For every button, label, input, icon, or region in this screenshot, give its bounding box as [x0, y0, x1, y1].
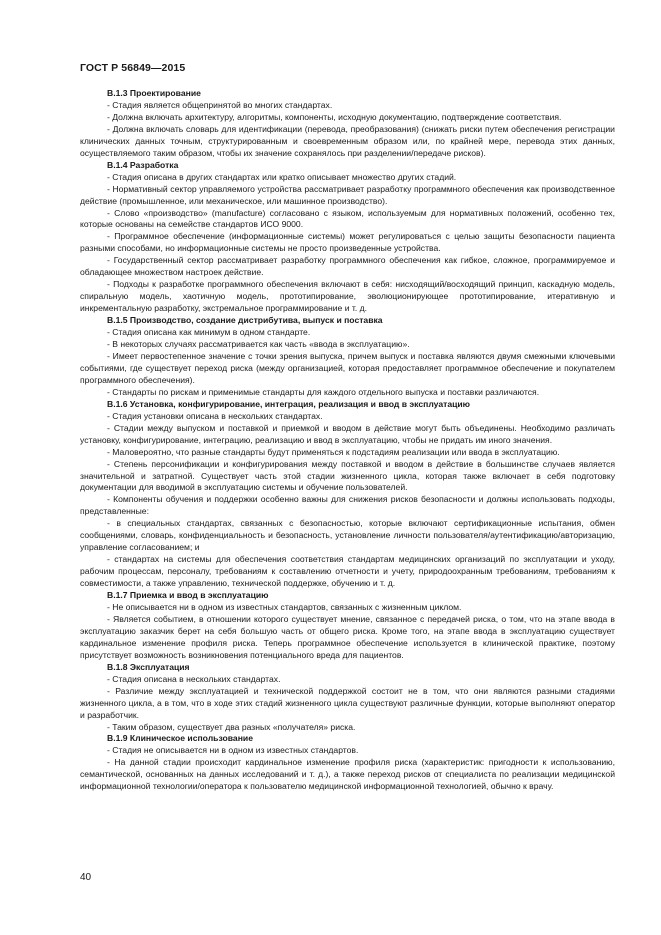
paragraph: - Должна включать словарь для идентификации (перевода, преобразования) (снижать риски путем обеспечения регистрации клинических данных точным, структурированным и своевременным образом или, по крайней мере, перевода этих данных, осуществляемого таким образом, чтобы их значение сохранялось при разделении/передаче рисков). [80, 123, 615, 158]
section-heading: В.1.7 Приемка и ввод в эксплуатацию [107, 590, 269, 601]
paragraph: - На данной стадии происходит кардинальное изменение профиля риска (характеристик: пригодности к использованию, семантической, основанных на данных исследований и т. д.), а также переход рисков от специалиста по реализации медицинской информационной технологии/оператора к пользователю медицинской информационной технологией, обычно к врачу. [80, 757, 615, 792]
paragraph: - Подходы к разработке программного обеспечения включают в себя: нисходящий/восходящий принцип, каскадную модель, спиральную модель, хаотичную модель, прототипирование, эволюционирующее прототипирование, итеративную и инкрементальную разработку, экстремальное программирование и т. д. [80, 279, 615, 314]
paragraph: - Стадия описана как минимум в одном стандарте. [107, 327, 311, 338]
paragraph: - Степень персонификации и конфигурирования между поставкой и вводом в действие в большинстве случаев является значительной и затратной. Существует часть этой стадии жизненного цикла, которая также включает в себя подготовку документации для вводимой в эксплуатацию системы и обучение пользователей. [80, 458, 615, 493]
paragraph: - Имеет первостепенное значение с точки зрения выпуска, причем выпуск и поставка являются двумя смежными ключевыми событиями, где существует переход риска (между организацией, которая предоставляет программное обеспечение и покупателем программного обеспечения). [80, 350, 615, 385]
paragraph: - Стадия описана в нескольких стандартах. [107, 673, 281, 684]
paragraph: - стандартах на системы для обеспечения соответствия стандартам медицинских организаций по эксплуатации и уходу, рабочим процессам, персоналу, требованиям к составлению отчетности и учету, природоохранным требованиям, требованиям к совместимости, а также управлению, технической поддержке, обучению и т. д. [80, 554, 615, 589]
section-heading: В.1.3 Проектирование [107, 88, 201, 98]
paragraph: - Нормативный сектор управляемого устройства рассматривает разработку программного обеспечения как производственное действие (промышленное, или механическое, или машинное производство). [80, 183, 615, 206]
document-body [80, 88, 615, 793]
paragraph: - Маловероятно, что разные стандарты будут применяться к подстадиям реализации или ввода в эксплуатацию. [107, 446, 560, 457]
paragraph: - Стандарты по рискам и применимые стандарты для каждого отдельного выпуска и поставки различаются. [107, 386, 540, 397]
section-heading: В.1.5 Производство, создание дистрибутива, выпуск и поставка [107, 315, 383, 326]
section-heading: В.1.8 Эксплуатация [107, 661, 190, 672]
paragraph: - Стадии между выпуском и поставкой и приемкой и вводом в действие могут быть объединены. Необходимо различать установку, конфигурирование, интеграцию, реализацию и ввод в эксплуатацию, чтобы не придать им иного значения. [80, 422, 615, 445]
section-heading: В.1.9 Клиническое использование [107, 733, 253, 744]
paragraph: - В некоторых случаях рассматривается как часть «ввода в эксплуатацию». [107, 339, 410, 350]
paragraph: - Компоненты обучения и поддержки особенно важны для снижения рисков безопасности и должны использовать подходы, представленные: [80, 494, 615, 517]
paragraph: - Стадия установки описана в нескольких стандартах. [107, 410, 323, 421]
section-heading: В.1.6 Установка, конфигурирование, интеграция, реализация и ввод в эксплуатацию [107, 398, 471, 409]
paragraph: - Стадия описана в других стандартах или кратко описывает множество других стадий. [107, 171, 457, 182]
paragraph: - в специальных стандартах, связанных с безопасностью, которые включают сертификационные испытания, обмен сообщениями, словарь, конфиденциальность и безопасность, установление личности пользователя/аутентификацию/авторизацию, управление согласованием; и [80, 518, 615, 553]
page-number: 40 [80, 872, 92, 883]
paragraph: - Является событием, в отношении которого существует мнение, связанное с передачей риска, о том, что на этапе ввода в эксплуатацию заказчик берет на себя большую часть от общего риска. Кроме того, на этапе ввода в эксплуатацию существует кардинальное изменение профиля риска. Теперь программное обеспечение используется в клинической практике, поэтому присутствует возможность возникновения потенциального вреда для пациентов. [80, 613, 615, 660]
section-heading: В.1.4 Разработка [107, 159, 179, 170]
paragraph: - Таким образом, существует два разных «получателя» риска. [107, 721, 356, 732]
paragraph: - Стадия не описывается ни в одном из известных стандартов. [107, 745, 359, 756]
standard-header: ГОСТ Р 56849—2015 [80, 62, 186, 74]
paragraph: - Должна включать архитектуру, алгоритмы, компоненты, исходную документацию, подтверждение соответствия. [107, 111, 562, 122]
paragraph: - Программное обеспечение (информационные системы) может регулироваться с целью защиты безопасности пациента разными способами, но информационные системы не просто произведенные устройства. [80, 231, 615, 254]
paragraph: - Различие между эксплуатацией и технической поддержкой состоит не в том, что они являются разными стадиями жизненного цикла, а в том, что в ходе этих стадий жизненного цикла существуют различные функции, которые выполняют оператор и разработчик. [80, 685, 615, 720]
paragraph: - Не описывается ни в одном из известных стандартов, связанных с жизненным циклом. [107, 601, 462, 612]
paragraph: - Государственный сектор рассматривает разработку программного обеспечения как гибкое, сложное, программируемое и обладающее множеством настроек действие. [80, 255, 615, 278]
paragraph: - Стадия является общепринятой во многих стандартах. [107, 99, 333, 110]
paragraph: - Слово «производство» (manufacture) согласовано с языком, используемым для нормативных положений, особенно тех, которые основаны на семействе стандартов ИСО 9000. [80, 207, 615, 230]
